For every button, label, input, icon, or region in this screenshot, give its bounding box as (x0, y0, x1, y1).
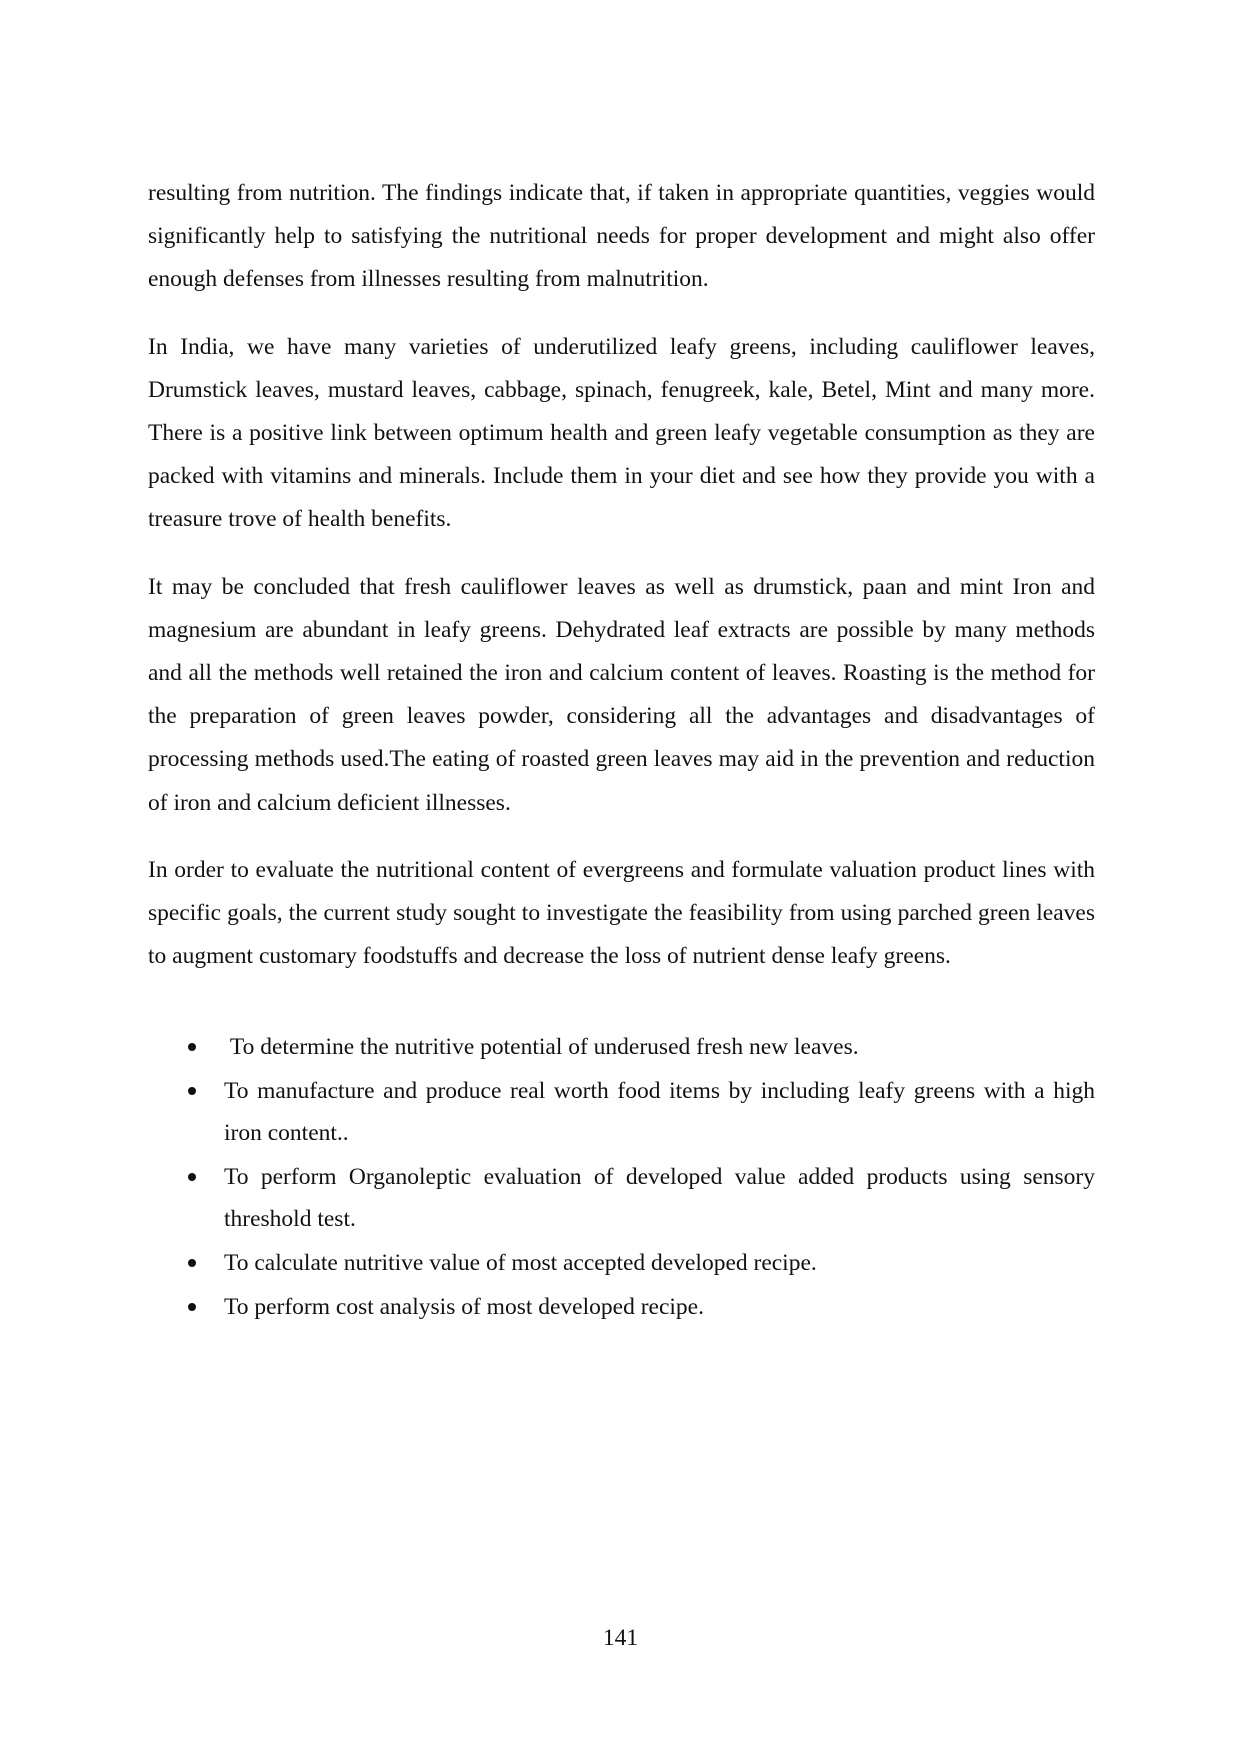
list-item (148, 1242, 1095, 1284)
bullet-icon (188, 1043, 196, 1051)
page-content (148, 172, 1095, 1330)
objectives-list (148, 1026, 1095, 1328)
bullet-icon (188, 1259, 196, 1267)
bullet-icon (188, 1303, 196, 1311)
bullet-icon (188, 1087, 196, 1095)
paragraph-leafy-greens-india: In India, we have many varieties of underutilized leafy greens, including cauliflower leaves, Drumstick leaves, mustard leaves, cabbage, spinach, fenugreek, kale, Betel, Mint and many more. There is a positive link between optimum health and green leafy vegetable consumption as they are packed with vitamins and minerals. Include them in your diet and see how they provide you with a treasure trove of health benefits. (148, 333, 1095, 533)
list-item-text: To calculate nutritive value of most accepted developed recipe. (224, 1250, 817, 1277)
page-number: 141 (602, 1625, 639, 1651)
list-item-text: To manufacture and produce real worth food items by including leafy greens with a high iron content.. (224, 1078, 1095, 1147)
paragraph-conclusion: It may be concluded that fresh cauliflower leaves as well as drumstick, paan and mint Iron and magnesium are abundant in leafy greens. Dehydrated leaf extracts are possible by many methods and all the methods well retained the iron and calcium content of leaves. Roasting is the method for the preparation of green leaves powder, considering all the advantages and disadvantages of processing methods used.The eating of roasted green leaves may aid in the prevention and reduction of iron and calcium deficient illnesses. (148, 573, 1095, 816)
paragraph-study-aim: In order to evaluate the nutritional content of evergreens and formulate valuation product lines with specific goals, the current study sought to investigate the feasibility from using parched green leaves to augment customary foodstuffs and decrease the loss of nutrient dense leafy greens. (148, 856, 1095, 970)
list-item (148, 1070, 1095, 1154)
bullet-icon (188, 1173, 196, 1181)
list-item-text: To perform Organoleptic evaluation of developed value added products using sensory threshold test. (224, 1164, 1095, 1233)
list-item-text: To determine the nutritive potential of underused fresh new leaves. (224, 1034, 859, 1061)
list-item (148, 1026, 1095, 1068)
list-item (148, 1286, 1095, 1328)
list-item (148, 1156, 1095, 1240)
paragraph-nutrition-findings: resulting from nutrition. The findings indicate that, if taken in appropriate quantities, veggies would significantly help to satisfying the nutritional needs for proper development and might also offer enough defenses from illnesses resulting from malnutrition. (148, 180, 1095, 293)
list-item-text: To perform cost analysis of most developed recipe. (224, 1294, 704, 1321)
